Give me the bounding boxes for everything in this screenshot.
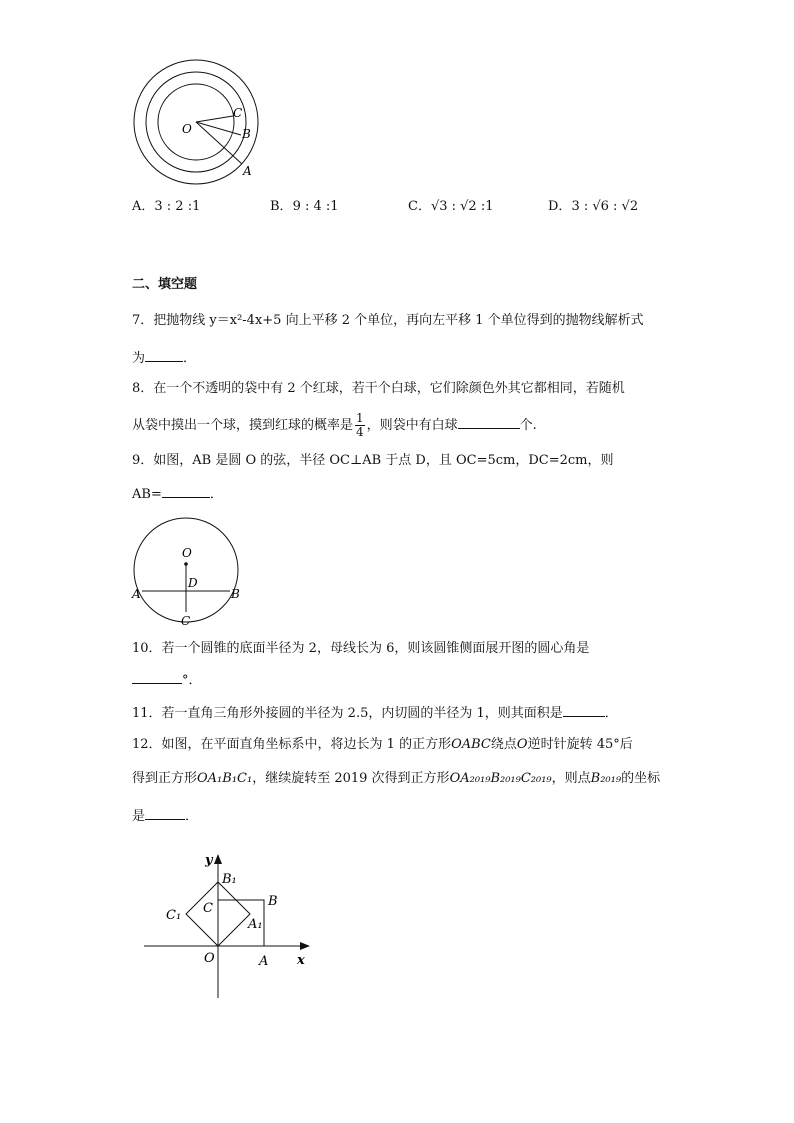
radius-oc [196,116,233,122]
label-c1: C₁ [166,908,182,923]
q9-line2: AB= ． [132,484,223,504]
circle-chord-figure [128,512,248,630]
label-c: C [181,614,191,628]
q11-line1: 11．若一直角三角形外接圆的半径为 2.5，内切圆的半径为 1，则其面积是 ． [132,703,618,723]
q12-line1: 12．如图，在平面直角坐标系中，将边长为 1 的正方形OABC绕点O逆时针旋转 45°后 [132,737,633,752]
label-c: C [233,106,243,120]
label-b: B [242,127,251,141]
q10-line2: °． [132,670,202,690]
q12-answer-blank[interactable] [145,806,185,820]
label-a1: A₁ [248,917,263,932]
x-axis-arrow [300,942,310,950]
label-o: O [182,546,192,560]
label-c: C [203,901,213,916]
section-title: 二、填空题 [132,277,198,292]
label-x: x [297,953,305,968]
q8-line1: 8．在一个不透明的袋中有 2 个红球，若干个白球，它们除颜色外其它都相同，若随机 [132,381,625,396]
q10-answer-blank[interactable] [132,670,182,684]
option-b[interactable]: B．9 : 4 :1 [270,199,339,214]
q8-line2: 从袋中摸出一个球，摸到红球的概率是 $\frac{1}{4}$ ，则袋中有白球 个. [132,411,537,439]
label-a: A [132,587,141,601]
y-axis-arrow [214,854,222,864]
label-o: O [204,951,215,966]
q9-answer-blank[interactable] [162,484,210,498]
label-b: B [268,894,278,909]
option-d[interactable]: D．3 : √6 : √2 [548,199,639,214]
label-a: A [243,164,252,178]
q9-line1: 9．如图，AB 是圆 O 的弦，半径 OC⊥AB 于点 D，且 OC=5cm，DC=2cm，则 [132,453,614,468]
probability-fraction: $\frac{1}{4}$ [356,411,364,439]
q11-answer-blank[interactable] [563,703,605,717]
label-b1: B₁ [222,872,237,887]
q7-line1: 7．把抛物线 y＝x²-4x+5 向上平移 2 个单位，再向左平移 1 个单位得到的抛物线解析式 [132,313,644,328]
q7-answer-blank[interactable] [145,348,183,362]
option-c[interactable]: C．√3 : √2 :1 [408,199,494,214]
q12-line2: 得到正方形OA₁B₁C₁，继续旋转至 2019 次得到正方形OA₂₀₁₉B₂₀₁₉C₂₀₁₉，则点B₂₀₁₉的坐标 [132,771,661,786]
q12-line3: 是 ． [132,806,198,826]
label-y: y [205,853,213,868]
label-o: O [182,122,192,136]
option-a[interactable]: A．3 : 2 :1 [132,199,201,214]
label-d: D [188,576,198,590]
center-dot [184,562,188,566]
label-b: B [231,587,240,601]
q7-line2: 为 ． [132,348,196,368]
q8-answer-blank[interactable] [458,415,520,429]
label-a: A [259,954,269,969]
rotated-square-figure [140,846,320,1002]
q10-line1: 10．若一个圆锥的底面半径为 2，母线长为 6，则该圆锥侧面展开图的圆心角是 [132,641,590,656]
concentric-circles-figure [120,58,280,188]
